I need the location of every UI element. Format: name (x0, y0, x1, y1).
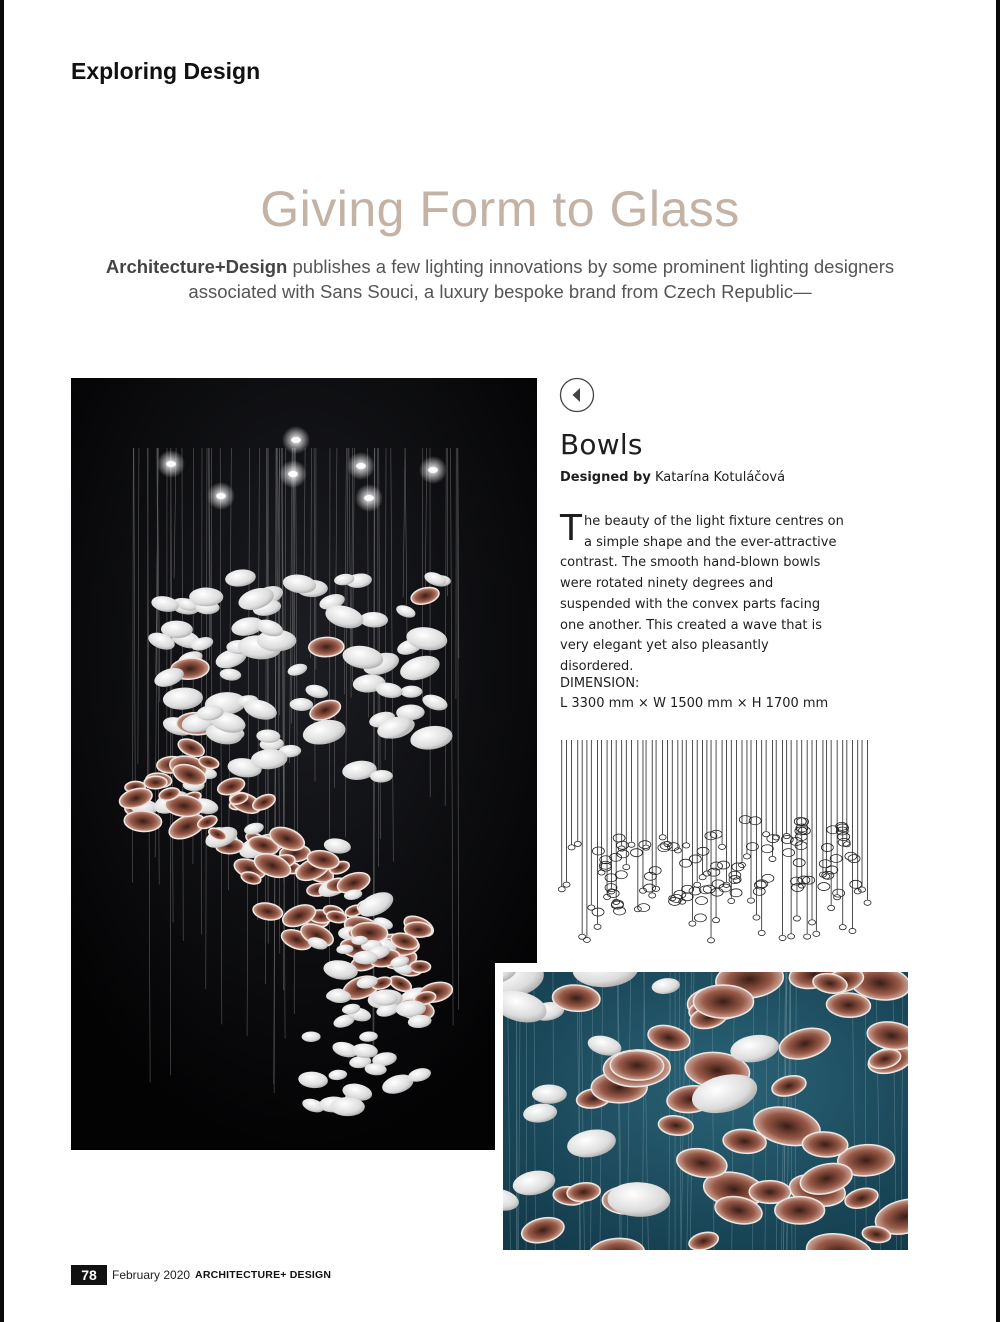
page-footer (71, 1265, 331, 1285)
dimension-label: DIMENSION: (560, 676, 640, 691)
line-drawing (558, 738, 873, 950)
drop-cap: T (560, 508, 582, 549)
section-title: Exploring Design (71, 58, 261, 84)
back-button[interactable] (559, 377, 595, 413)
line-drawing-illustration (558, 738, 873, 950)
article-standfirst (80, 254, 920, 304)
standfirst-line-1: publishes a few lighting innovations by some prominent lighting designers (287, 256, 895, 277)
description-text: he beauty of the light fixture centres on a simple shape and the ever-attractive contrast. The smooth hand-blown bowls were rotated ninety degrees and suspended with the convex parts facing one another. This created a wave that is very elegant yet also pleasantly disordered. (560, 514, 844, 674)
detail-photo-illustration (503, 972, 908, 1250)
page-number: 78 (71, 1265, 107, 1285)
chevron-left-circle-icon (559, 377, 595, 413)
chandelier-photo-illustration (71, 378, 537, 1150)
article-title: Giving Form to Glass (260, 181, 740, 237)
detail-photo (503, 972, 908, 1250)
detail-photo-frame (495, 963, 916, 1258)
designer-credit (560, 470, 860, 485)
dimension-value: L 3300 mm × W 1500 mm × H 1700 mm (560, 696, 829, 711)
product-title: Bowls (560, 428, 643, 461)
chandelier-photo (71, 378, 537, 1150)
issue-date: February 2020 (112, 1268, 191, 1282)
designer-name: Katarína Kotuláčová (654, 470, 786, 485)
standfirst-line-2: associated with Sans Souci, a luxury bespoke brand from Czech Republic— (188, 281, 812, 302)
standfirst-brand: Architecture+Design (105, 256, 288, 277)
designed-by-label: Designed by (560, 470, 651, 485)
product-description (560, 508, 845, 678)
publication-name: ARCHITECTURE+ DESIGN (195, 1269, 332, 1281)
